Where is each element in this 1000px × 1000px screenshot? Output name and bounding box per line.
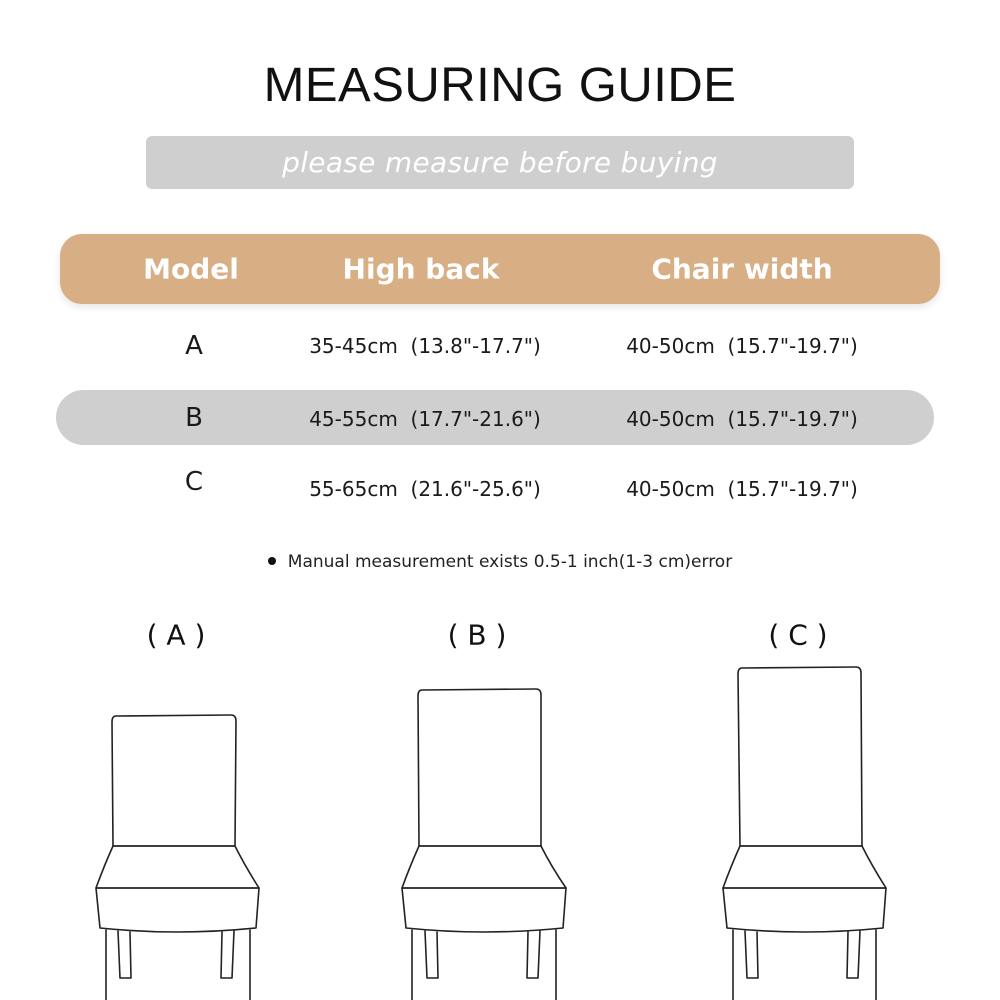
header-chair-width: Chair width (651, 252, 833, 286)
chair-b-icon (402, 689, 566, 1000)
row-a-chair-width: 40-50cm (15.7"-19.7") (626, 334, 858, 358)
row-c-high-back: 55-65cm (21.6"-25.6") (309, 477, 541, 501)
chair-label-c: ( C ) (768, 618, 828, 652)
row-b-model: B (185, 403, 203, 433)
row-a-high-back: 35-45cm (13.8"-17.7") (309, 334, 541, 358)
row-a-model: A (185, 331, 203, 361)
chair-c-icon (723, 667, 886, 1000)
header-high-back: High back (342, 252, 500, 286)
note-text: Manual measurement exists 0.5-1 inch(1-3 cm)error (287, 552, 733, 572)
chair-a-icon (96, 715, 259, 1000)
page-title: MEASURING GUIDE (263, 59, 737, 112)
chair-label-b: ( B ) (447, 618, 507, 652)
row-b-chair-width: 40-50cm (15.7"-19.7") (626, 407, 858, 431)
row-b-high-back: 45-55cm (17.7"-21.6") (309, 407, 541, 431)
header-model: Model (143, 252, 239, 286)
row-c-model: C (184, 467, 204, 497)
chair-label-a: ( A ) (146, 618, 206, 652)
row-c-chair-width: 40-50cm (15.7"-19.7") (626, 477, 858, 501)
subtitle-text: please measure before buying (282, 146, 718, 179)
